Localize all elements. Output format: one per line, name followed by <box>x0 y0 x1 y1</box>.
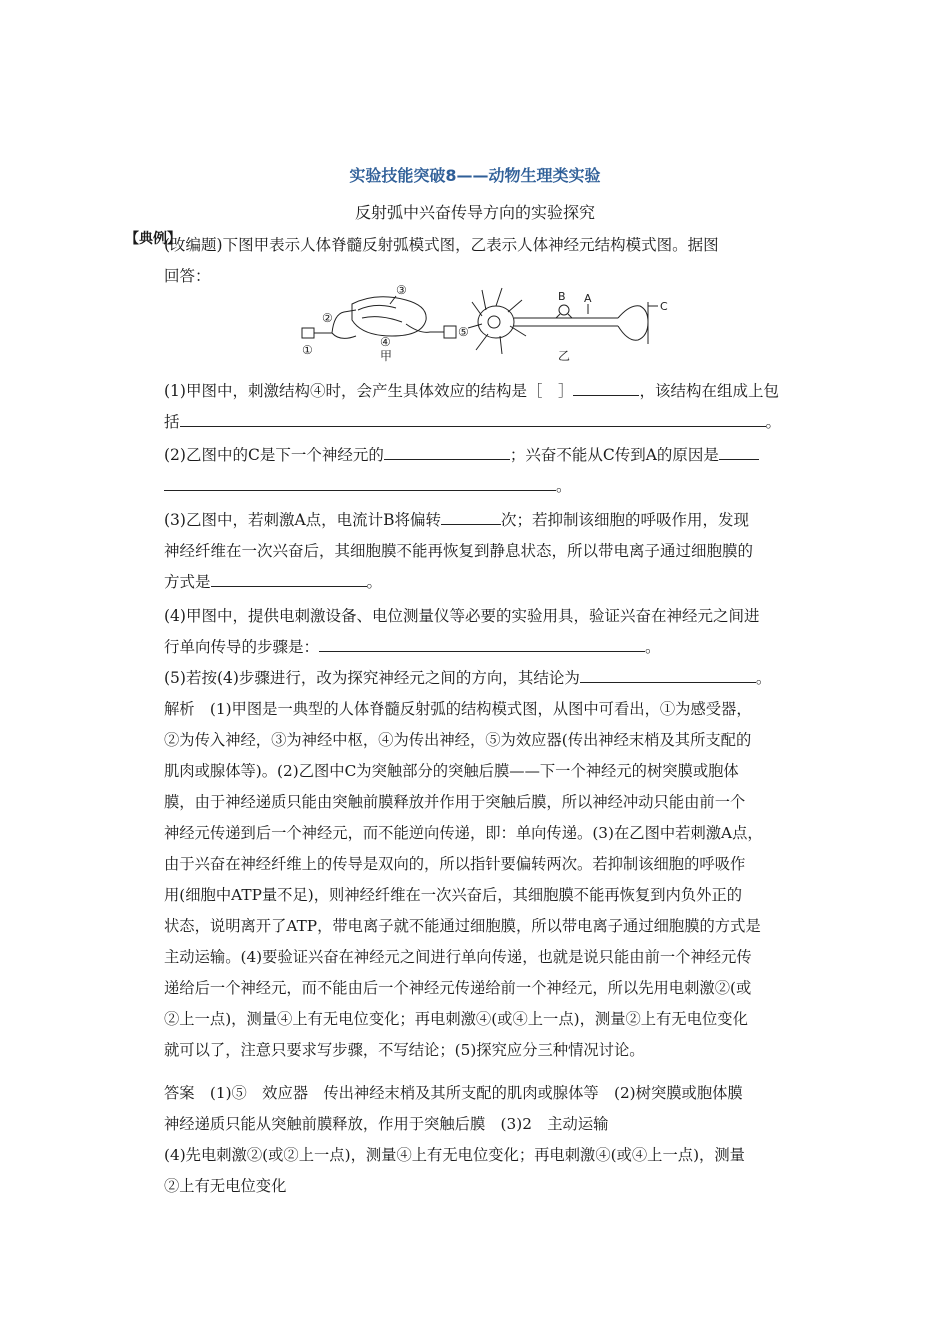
analysis-line: 用(细胞中ATP量不足)，则神经纤维在一次兴奋后，其细胞膜不能再恢复到内负外正的 <box>164 886 743 904</box>
question-2: (2)乙图中的C是下一个神经元的 ；兴奋不能从C传到A的原因是 。 <box>164 440 814 502</box>
svg-text:B: B <box>558 290 566 303</box>
question-4: (4)甲图中，提供电刺激设备、电位测量仪等必要的实验用具，验证兴奋在神经元之间进 行单向传导的步骤是： 。 <box>164 601 814 663</box>
q3-line3: 方式是 <box>164 573 211 591</box>
analysis-line: 由于兴奋在神经纤维上的传导是双向的，所以指针要偏转两次。若抑制该细胞的呼吸作 <box>164 855 746 873</box>
svg-text:②: ② <box>322 311 333 325</box>
answer-line: ②上有无电位变化 <box>164 1177 287 1195</box>
svg-text:③: ③ <box>396 284 407 297</box>
analysis-line: ②上一点)，测量④上有无电位变化；再电刺激④(或④上一点)，测量②上有无电位变化 <box>164 1010 748 1028</box>
analysis-line: 主动运输。(4)要验证兴奋在神经元之间进行单向传递，也就是说只能由前一个神经元传 <box>164 948 752 966</box>
q1-line1: (1)甲图中，刺激结构④时，会产生具体效应的结构是［ ］ <box>164 382 574 400</box>
analysis-line: 递给后一个神经元，而不能由后一个神经元传递给前一个神经元，所以先用电刺激②(或 <box>164 979 752 997</box>
svg-text:④: ④ <box>380 335 391 349</box>
q1-line1-tail: ，该结构在组成上包 <box>639 382 779 400</box>
answer-blank[interactable] <box>164 474 556 491</box>
answer-blank[interactable] <box>211 570 367 587</box>
q2-line1: (2)乙图中的C是下一个神经元的 <box>164 446 384 464</box>
answer-line: 神经递质只能从突触前膜释放，作用于突触后膜 (3)2 主动运输 <box>164 1115 609 1133</box>
svg-text:A: A <box>584 292 592 305</box>
intro-line-1: (改编题)下图甲表示人体脊髓反射弧模式图，乙表示人体神经元结构模式图。据图 <box>164 236 719 254</box>
q2-line1-tail: ；兴奋不能从C传到A的原因是 <box>509 446 719 464</box>
analysis-line: ②为传入神经，③为神经中枢，④为传出神经，⑤为效应器(传出神经末梢及其所支配的 <box>164 731 752 749</box>
q4-line1: (4)甲图中，提供电刺激设备、电位测量仪等必要的实验用具，验证兴奋在神经元之间进 <box>164 607 760 625</box>
svg-text:①: ① <box>302 343 313 357</box>
reflex-arc-figure <box>296 284 676 364</box>
answer-blank[interactable] <box>719 443 759 460</box>
answer-line: 答案 (1)⑤ 效应器 传出神经末梢及其所支配的肌肉或腺体等 (2)树突膜或胞体膜 <box>164 1084 743 1102</box>
q3-line2: 神经纤维在一次兴奋后，其细胞膜不能再恢复到静息状态，所以带电离子通过细胞膜的 <box>164 542 754 560</box>
figure-jia-labels <box>302 284 469 363</box>
galvanometer-b <box>559 305 569 315</box>
page-title: 实验技能突破8——动物生理类实验 <box>349 166 601 185</box>
effector-box <box>444 326 456 338</box>
analysis-line: 神经元传递到后一个神经元，而不能逆向传递，即：单向传递。(3)在乙图中若刺激A点， <box>164 824 763 842</box>
q1-line2: 括 <box>164 413 180 431</box>
analysis-section <box>164 694 834 1066</box>
answer-blank[interactable] <box>319 635 645 652</box>
receptor-box <box>302 328 314 338</box>
question-3: (3)乙图中，若刺激A点，电流计B将偏转 次；若抑制该细胞的呼吸作用，发现 神经纤维在一次兴奋后，其细胞膜不能再恢复到静息状态，所以带电离子通过细胞膜的 方式是 。 <box>164 505 814 598</box>
analysis-line: 就可以了，注意只要求写步骤，不写结论；(5)探究应分三种情况讨论。 <box>164 1041 645 1059</box>
answer-line: (4)先电刺激②(或②上一点)，测量④上有无电位变化；再电刺激④(或④上一点)，测量 <box>164 1146 745 1164</box>
section-subtitle: 反射弧中兴奋传导方向的实验探究 <box>354 203 595 222</box>
svg-text:⑤: ⑤ <box>458 325 469 339</box>
answer-blank[interactable] <box>573 379 639 396</box>
spinal-cord <box>352 297 426 336</box>
question-intro <box>164 230 814 292</box>
question-5: (5)若按(4)步骤进行，改为探究神经元之间的方向，其结论为 。 <box>164 663 814 694</box>
analysis-line: 解析 (1)甲图是一典型的人体脊髓反射弧的结构模式图，从图中可看出，①为感受器， <box>164 700 752 718</box>
answer-blank[interactable] <box>180 410 766 427</box>
analysis-line: 状态，说明离开了ATP，带电离子就不能通过细胞膜，所以带电离子通过细胞膜的方式是 <box>164 917 761 935</box>
analysis-line: 肌肉或腺体等)。(2)乙图中C为突触部分的突触后膜——下一个神经元的树突膜或胞体 <box>164 762 739 780</box>
analysis-line: 膜，由于神经递质只能由突触前膜释放并作用于突触后膜，所以神经冲动只能由前一个 <box>164 793 746 811</box>
question-1: (1)甲图中，刺激结构④时，会产生具体效应的结构是［ ］ ，该结构在组成上包 括 。 <box>164 376 814 438</box>
svg-text:C: C <box>660 300 668 313</box>
cell-body <box>478 306 514 338</box>
q4-line2: 行单向传导的步骤是： <box>164 638 320 656</box>
label-yi: 乙 <box>558 349 571 363</box>
label-jia: 甲 <box>380 349 393 363</box>
q5-line1: (5)若按(4)步骤进行，改为探究神经元之间的方向，其结论为 <box>164 669 580 687</box>
figure-svg <box>296 284 676 364</box>
answer-blank[interactable] <box>384 443 510 460</box>
q3-line1-tail: 次；若抑制该细胞的呼吸作用，发现 <box>501 511 750 529</box>
q3-line1: (3)乙图中，若刺激A点，电流计B将偏转 <box>164 511 442 529</box>
intro-line-2: 回答： <box>164 267 211 285</box>
answer-blank[interactable] <box>441 508 501 525</box>
answer-blank[interactable] <box>580 666 756 683</box>
answer-section <box>164 1078 834 1202</box>
example-tag: 【典例】 <box>125 231 181 247</box>
